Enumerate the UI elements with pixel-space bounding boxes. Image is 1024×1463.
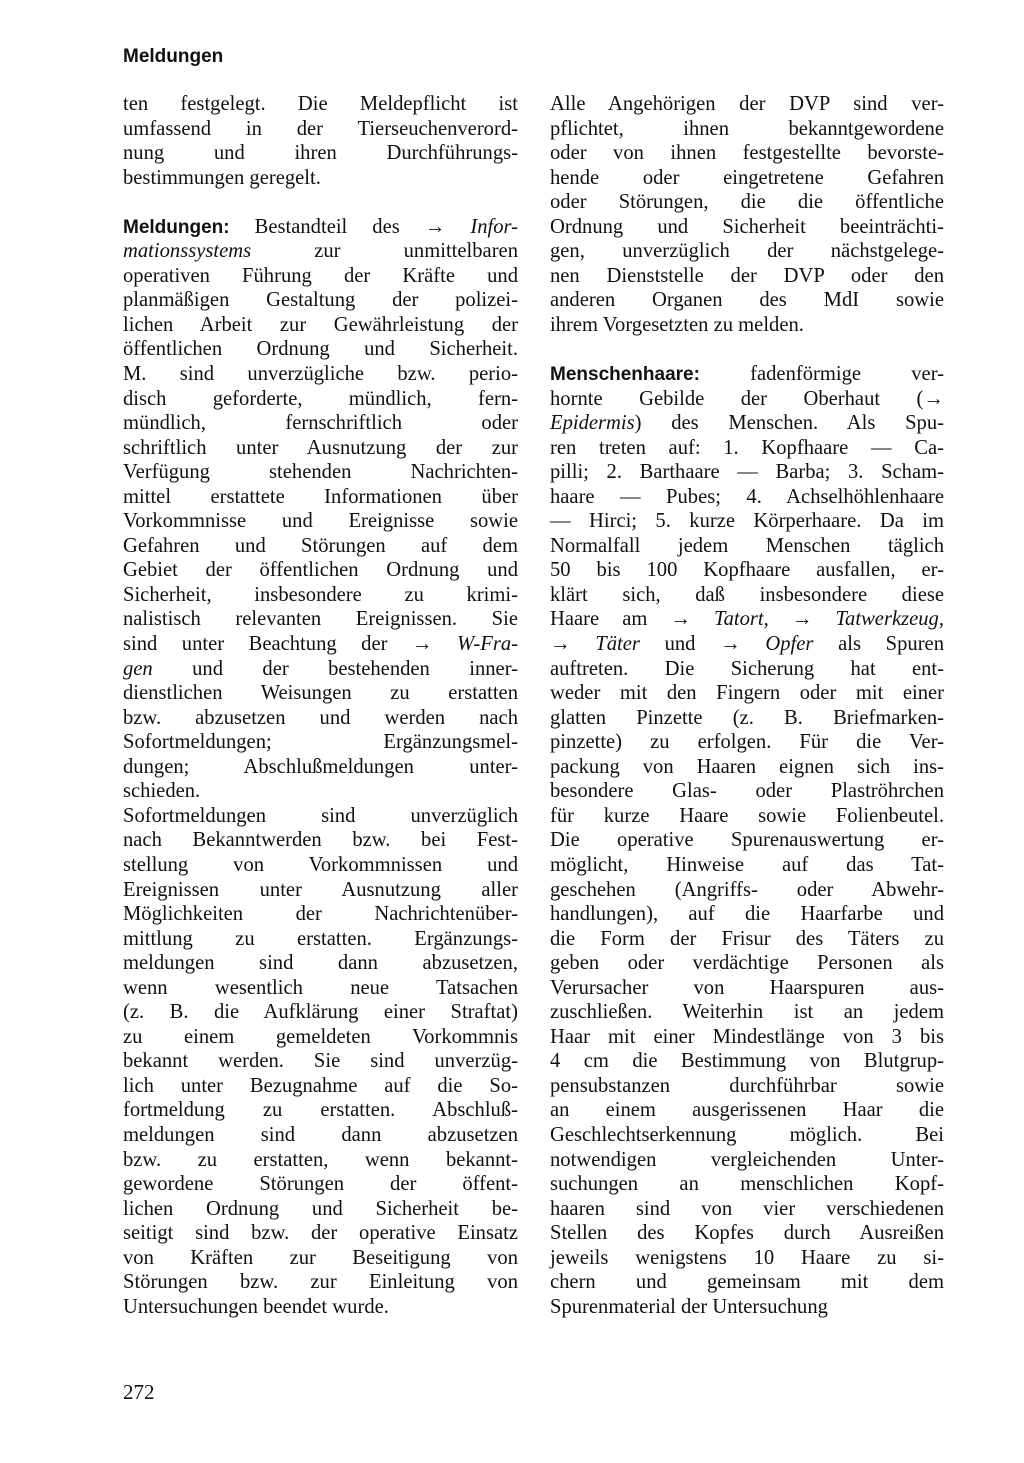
text-line [550,436,944,461]
text-run: meldungen sind dann abzusetzen, [123,952,518,975]
text-line [123,337,518,362]
text-run: pflichtet, ihnen bekanntgewordene [550,117,944,140]
text-run: stellung von Vorkommnissen und [123,853,518,876]
text-line [550,1098,944,1123]
text-run: mittel erstattete Informationen über [123,485,518,508]
text-run: hornte Gebilde der Oberhaut (→ [550,387,944,410]
cross-reference: Opfer [765,633,814,656]
text-run: bekannt werden. Sie sind unverzüg- [123,1050,518,1073]
text-line [123,92,518,117]
text-run: Sofortmeldungen; Ergänzungsmel- [123,731,518,754]
text-run: für kurze Haare sowie Folienbeutel. [550,804,944,827]
cross-reference: Infor- [470,215,518,238]
text-run: an einem ausgerissenen Haar die [550,1099,944,1122]
left-column [123,92,518,1319]
text-run: Störungen bzw. zur Einleitung von [123,1271,518,1294]
text-run: Normalfall jedem Menschen täglich [550,534,944,557]
cross-reference: Tatwerkzeug, [835,608,944,631]
text-run: weder mit den Fingern oder mit einer [550,682,944,705]
text-line [123,141,518,166]
cross-reference: Tatort, [714,608,769,631]
text-run: → [550,633,596,656]
text-line [123,460,518,485]
text-line [123,239,518,264]
text-run: Verfügung stehenden Nachrichten- [123,461,518,484]
paragraph-gap [123,190,518,215]
text-line [123,1025,518,1050]
text-line [123,509,518,534]
text-line [123,657,518,682]
text-line [550,878,944,903]
text-line [550,853,944,878]
text-line [123,828,518,853]
text-line [123,313,518,338]
text-line [550,1123,944,1148]
cross-reference: mationssystems [123,240,252,263]
text-line [550,215,944,240]
text-line [123,1197,518,1222]
text-line [123,607,518,632]
text-run: Ordnung und Sicherheit beeinträchti- [550,215,944,238]
text-run: nung und ihren Durchführungs- [123,142,518,165]
text-line [123,288,518,313]
text-line [550,1270,944,1295]
text-run: Gefahren und Störungen auf dem [123,534,518,557]
text-run: seitigt sind bzw. der operative Einsatz [123,1222,518,1245]
text-run: Ereignissen unter Ausnutzung aller [123,878,518,901]
text-line [550,607,944,632]
text-line [550,1246,944,1271]
text-line [123,411,518,436]
text-line [123,755,518,780]
text-line [550,681,944,706]
text-run: 4 cm die Bestimmung von Blutgrup- [550,1050,944,1073]
text-run: (z. B. die Aufklärung einer Straftat) [123,1001,518,1024]
text-line [550,460,944,485]
text-run: notwendigen vergleichenden Unter- [550,1148,944,1171]
right-column [550,92,944,1319]
text-run: schriftlich unter Ausnutzung der zur [123,436,518,459]
text-run: nen Dienststelle der DVP oder den [550,264,944,287]
text-line [550,190,944,215]
text-run: Geschlechtserkennung möglich. Bei [550,1123,944,1146]
text-line [123,951,518,976]
text-line [550,1148,944,1173]
text-run: oder Störungen, die die öffentliche [550,191,944,214]
text-run: zuschließen. Weiterhin ist an jedem [550,1001,944,1024]
text-line [550,1074,944,1099]
text-line [123,264,518,289]
text-line [123,166,518,191]
text-line [550,976,944,1001]
text-line [550,141,944,166]
page-number: 272 [123,1380,155,1404]
text-run: möglicht, Hinweise auf das Tat- [550,853,944,876]
text-run: M. sind unverzügliche bzw. perio- [123,363,518,386]
text-line [123,927,518,952]
text-run: auftreten. Die Sicherung hat ent- [550,657,944,680]
text-line [550,902,944,927]
text-run: geschehen (Angriffs- oder Abwehr- [550,878,944,901]
text-line [123,215,518,240]
text-line [123,681,518,706]
text-run: disch geforderte, mündlich, fern- [123,387,518,410]
text-run: haaren sind von vier verschiedenen [550,1197,944,1220]
text-run: suchungen an menschlichen Kopf- [550,1173,944,1196]
text-line [123,779,518,804]
text-line [550,362,944,387]
text-line [123,558,518,583]
text-line [550,828,944,853]
text-line [123,632,518,657]
text-line [550,1295,944,1320]
text-line [550,1172,944,1197]
text-line [550,1049,944,1074]
text-run: Spurenmaterial der Untersuchung [550,1295,828,1318]
text-line [550,657,944,682]
paragraph-gap [550,337,944,362]
text-line [123,902,518,927]
text-run: dungen; Abschlußmeldungen unter- [123,755,518,778]
cross-reference: gen [123,657,153,680]
text-run: sind unter Beachtung der → [123,633,457,656]
text-line [550,755,944,780]
text-run: oder von ihnen festgestellte bevorste- [550,142,944,165]
text-run: fortmeldung zu erstatten. Abschluß- [123,1099,518,1122]
text-run: dienstlichen Weisungen zu erstatten [123,682,518,705]
text-line [550,166,944,191]
text-line [550,92,944,117]
text-run: haare — Pubes; 4. Achselhöhlenhaare [550,485,944,508]
text-line [550,583,944,608]
text-line [550,239,944,264]
text-line [550,1025,944,1050]
text-line [123,117,518,142]
text-line [123,1148,518,1173]
text-run: die Form der Frisur des Täters zu [550,927,944,950]
text-line [123,804,518,829]
text-run: lichen Ordnung und Sicherheit be- [123,1197,518,1220]
running-header: Meldungen [123,46,224,67]
text-run: zur unmittelbaren [251,240,518,263]
text-run: planmäßigen Gestaltung der polizei- [123,289,518,312]
text-run: bestimmungen geregelt. [123,166,321,189]
text-line [550,264,944,289]
text-run: jeweils wenigstens 10 Haare zu si- [550,1246,944,1269]
text-line [123,1074,518,1099]
text-line [123,706,518,731]
text-line [550,927,944,952]
text-line [123,976,518,1001]
text-line [550,387,944,412]
text-line [123,853,518,878]
text-line [123,1000,518,1025]
text-run: lich unter Bezugnahme auf die So- [123,1074,518,1097]
text-run: nalistisch relevanten Ereignissen. Sie [123,608,518,631]
text-line [550,558,944,583]
text-run: Alle Angehörigen der DVP sind ver- [550,93,944,115]
text-line [550,632,944,657]
text-run: wenn wesentlich neue Tatsachen [123,976,518,999]
text-run: — Hirci; 5. kurze Körperhaare. Da im [550,510,944,533]
text-run: ren treten auf: 1. Kopfhaare — Ca- [550,436,944,459]
cross-reference: Täter [595,633,640,656]
text-run: bzw. zu erstatten, wenn bekannt- [123,1148,518,1171]
text-run: pensubstanzen durchführbar sowie [550,1074,944,1097]
text-line [123,1295,518,1320]
text-run: Sicherheit, insbesondere zu krimi- [123,583,518,606]
text-line [123,534,518,559]
entry-headword: Menschenhaare: [550,364,700,386]
text-line [550,411,944,436]
cross-reference: W-Fra- [457,633,518,656]
text-run: handlungen), auf die Haarfarbe und [550,903,944,926]
text-line [550,534,944,559]
text-run: ) des Menschen. Als Spu- [634,412,944,435]
text-run: Haar mit einer Mindestlänge von 3 bis [550,1025,944,1048]
text-line [550,951,944,976]
text-run: mündlich, fernschriftlich oder [123,412,518,435]
text-run: besondere Glas- oder Plaströhrchen [550,780,944,803]
text-run: Möglichkeiten der Nachrichtenüber- [123,903,518,926]
text-run: gen, unverzüglich der nächstgelege- [550,240,944,263]
text-line [123,387,518,412]
text-line [550,485,944,510]
text-run: mittlung zu erstatten. Ergänzungs- [123,927,518,950]
text-line [123,485,518,510]
text-line [550,313,944,338]
text-line [550,288,944,313]
text-run: meldungen sind dann abzusetzen [123,1123,518,1146]
text-line [123,1049,518,1074]
text-run: Stellen des Kopfes durch Ausreißen [550,1222,944,1245]
text-run: Vorkommnisse und Ereignisse sowie [123,510,518,533]
text-line [550,804,944,829]
text-line [123,362,518,387]
text-run: öffentlichen Ordnung und Sicherheit. [123,338,518,361]
text-run: pilli; 2. Barthaare — Barba; 3. Scham- [550,461,944,484]
text-line [123,1123,518,1148]
text-line [123,1270,518,1295]
text-run: gewordene Störungen der öffent- [123,1173,518,1196]
text-run: 50 bis 100 Kopfhaare ausfallen, er- [550,559,944,582]
text-run: Gebiet der öffentlichen Ordnung und [123,559,518,582]
text-line [123,1098,518,1123]
text-line [123,1172,518,1197]
text-line [550,1197,944,1222]
text-run: ihrem Vorgesetzten zu melden. [550,313,804,336]
text-run: operativen Führung der Kräfte und [123,264,518,287]
text-run: von Kräften zur Beseitigung von [123,1246,518,1269]
text-run: fadenförmige ver- [699,363,944,386]
text-line [123,878,518,903]
text-run: glatten Pinzette (z. B. Briefmarken- [550,706,944,729]
text-run: pinzette) zu erfolgen. Für die Ver- [550,731,944,754]
entry-headword: Meldungen: [123,216,230,238]
text-run: Haare am → [550,608,715,631]
text-line [550,779,944,804]
text-run: als Spuren [813,633,944,656]
text-run: Verursacher von Haarspuren aus- [550,976,944,999]
text-run: umfassend in der Tierseuchenverord- [123,117,518,140]
text-run: geben oder verdächtige Personen als [550,952,944,975]
text-run: → [768,608,836,631]
text-line [123,583,518,608]
text-run: Untersuchungen beendet wurde. [123,1295,389,1318]
text-line [550,1000,944,1025]
text-line [123,1246,518,1271]
text-run: zu einem gemeldeten Vorkommnis [123,1025,518,1048]
text-run: und → [639,633,766,656]
text-line [550,509,944,534]
text-run: schieden. [123,780,201,803]
text-run: packung von Haaren eignen sich ins- [550,755,944,778]
text-line [123,436,518,461]
text-line [550,1221,944,1246]
text-run: Sofortmeldungen sind unverzüglich [123,804,518,827]
text-run: lichen Arbeit zur Gewährleistung der [123,313,518,336]
text-run: klärt sich, daß insbesondere diese [550,583,944,606]
text-line [123,730,518,755]
text-line [123,1221,518,1246]
text-line [550,706,944,731]
text-run: Die operative Spurenauswertung er- [550,829,944,852]
text-run: hende oder eingetretene Gefahren [550,166,944,189]
text-run: nach Bekanntwerden bzw. bei Fest- [123,829,518,852]
cross-reference: Epidermis [550,412,635,435]
text-run: und der bestehenden inner- [152,657,518,680]
text-run: anderen Organen des MdI sowie [550,289,944,312]
text-run: bzw. abzusetzen und werden nach [123,706,518,729]
text-line [550,117,944,142]
text-run: Bestandteil des → [229,215,471,238]
text-line [550,730,944,755]
text-run: chern und gemeinsam mit dem [550,1271,944,1294]
text-run: ten festgelegt. Die Meldepflicht ist [123,93,518,115]
